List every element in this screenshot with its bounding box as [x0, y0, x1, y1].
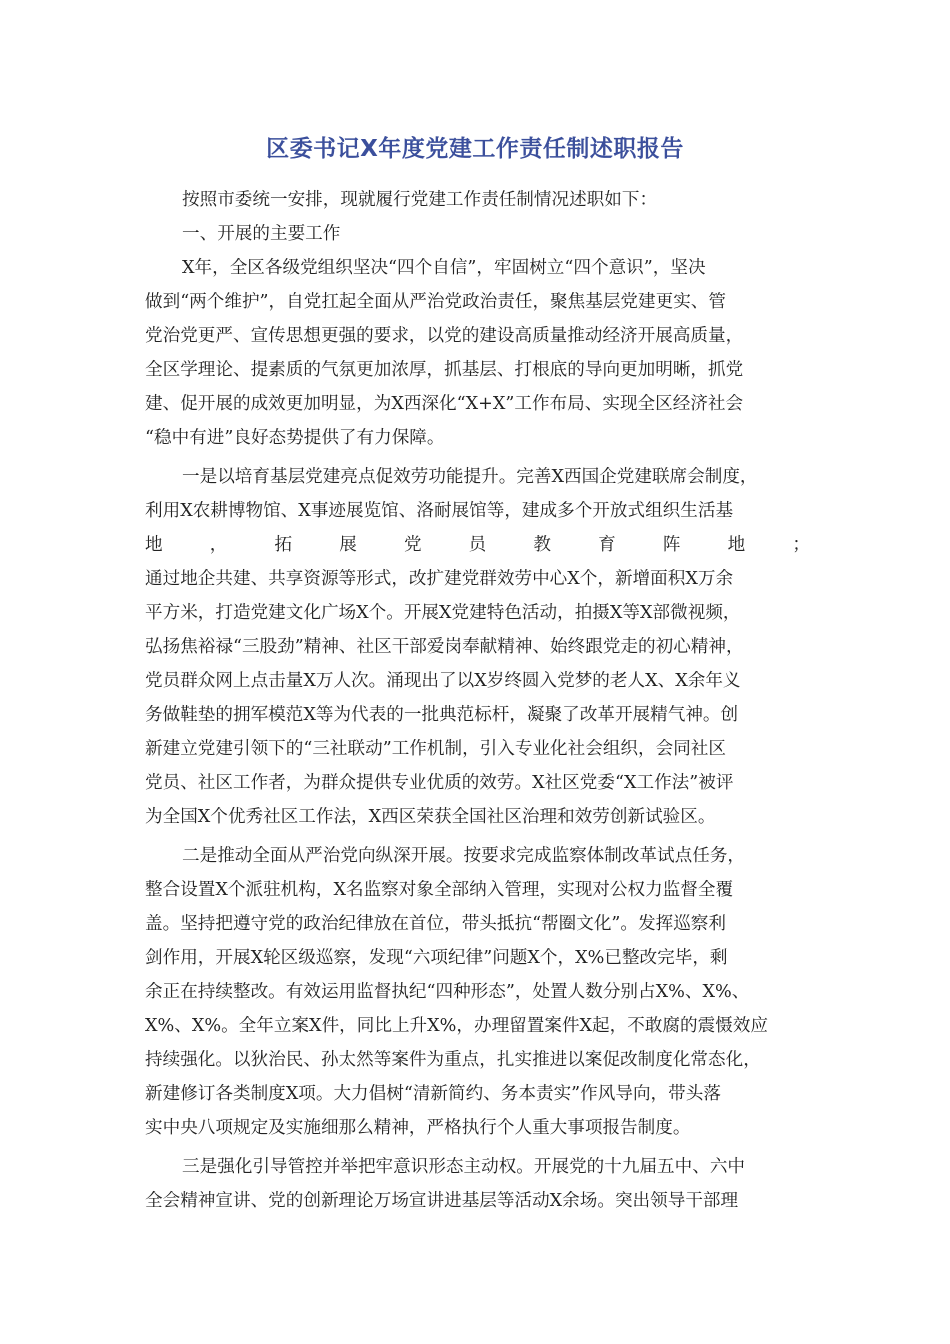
char: 地 — [727, 535, 746, 555]
text-line: 实中央八项规定及实施细那么精神，严格执行个人重大事项报告制度。 — [145, 1118, 691, 1138]
char: 党 — [403, 535, 422, 555]
char: 员 — [468, 535, 487, 555]
char: 教 — [533, 535, 552, 555]
text-line: 务做鞋垫的拥军模范X等为代表的一批典范标杆，凝聚了改革开展精气神。创 — [145, 705, 739, 725]
text-line: 党员、社区工作者，为群众提供专业优质的效劳。X社区党委“X工作法”被评 — [145, 773, 734, 793]
document-title: 区委书记X年度党建工作责任制述职报告 — [266, 136, 684, 162]
char: 育 — [598, 535, 616, 555]
text-line: “稳中有进”良好态势提供了有力保障。 — [145, 428, 445, 448]
text-line: 平方米，打造党建文化广场X个。开展X党建特色活动，拍摄X等X部微视频， — [145, 603, 741, 623]
text-line: X年，全区各级党组织坚决“四个自信”，牢固树立“四个意识”，坚决 — [182, 258, 706, 278]
document-body — [145, 183, 810, 1218]
text-line: 二是推动全面从严治党向纵深开展。按要求完成监察体制改革试点任务， — [182, 846, 746, 866]
text-line: 通过地企共建、共享资源等形式，改扩建党群效劳中心X个，新增面积X万余 — [145, 569, 734, 589]
char: 阵 — [662, 535, 681, 555]
justified-text-line — [145, 528, 810, 562]
text-line: 整合设置X个派驻机构，X名监察对象全部纳入管理，实现对公权力监督全覆 — [145, 880, 734, 900]
text-line: X%、X%。全年立案X件，同比上升X%，办理留置案件X起，不敢腐的震慑效应 — [145, 1016, 769, 1036]
text-line: 党治党更严、宣传思想更强的要求，以党的建设高质量推动经济开展高质量， — [145, 326, 744, 346]
paragraph-overview — [145, 251, 810, 455]
char: 地 — [145, 535, 163, 555]
text-line: 新建立党建引领下的“三社联动”工作机制，引入专业化社会组织，会同社区 — [145, 739, 726, 759]
text-line: 利用X农耕博物馆、X事迹展览馆、洛耐展馆等，建成多个开放式组织生活基 — [145, 501, 734, 521]
text-line: 做到“两个维护”，自党扛起全面从严治党政治责任，聚焦基层党建更实、管 — [145, 292, 726, 312]
char: 展 — [339, 535, 357, 555]
paragraph-discipline — [145, 839, 810, 1145]
text-line: 一是以培育基层党建亮点促效劳功能提升。完善X西国企党建联席会制度， — [182, 467, 758, 487]
text-line: 全区学理论、提素质的气氛更加浓厚，抓基层、打根底的导向更加明晰，抓党 — [145, 360, 744, 380]
text-line: 持续强化。以狄治民、孙太然等案件为重点，扎实推进以案促改制度化常态化， — [145, 1050, 761, 1070]
text-line: 余正在持续整改。有效运用监督执纪“四种形态”，处置人数分别占X%、X%、 — [145, 982, 750, 1002]
section-heading: 一、开展的主要工作 — [182, 224, 341, 244]
text-line: 弘扬焦裕禄“三股劲”精神、社区干部爱岗奉献精神、始终跟党走的初心精神， — [145, 637, 744, 657]
intro-line: 按照市委统一安排，现就履行党建工作责任制情况述职如下： — [182, 190, 658, 210]
text-line: 党员群众网上点击量X万人次。涌现出了以X岁终圆入党梦的老人X、X余年义 — [145, 671, 741, 691]
char: 拓 — [274, 535, 293, 555]
text-line: 盖。坚持把遵守党的政治纪律放在首位，带头抵抗“帮圈文化”。发挥巡察利 — [145, 914, 726, 934]
text-line: 剑作用，开展X轮区级巡察，发现“六项纪律”问题X个，X%已整改完毕，剩 — [145, 948, 728, 968]
paragraph-ideology — [145, 1150, 810, 1218]
paragraph-grassroots — [145, 460, 810, 834]
text-line: 建、促开展的成效更加明显，为X西深化“X+X”工作布局、实现全区经济社会 — [145, 394, 744, 414]
char: ， — [209, 535, 228, 555]
text-line: 新建修订各类制度X项。大力倡树“清新简约、务本责实”作风导向，带头落 — [145, 1084, 721, 1104]
char: ； — [792, 535, 810, 555]
text-line: 为全国X个优秀社区工作法，X西区荣获全国社区治理和效劳创新试验区。 — [145, 807, 716, 827]
text-line: 全会精神宣讲、党的创新理论万场宣讲进基层等活动X余场。突出领导干部理 — [145, 1191, 739, 1211]
text-line: 三是强化引导管控并举把牢意识形态主动权。开展党的十九届五中、六中 — [182, 1157, 746, 1177]
